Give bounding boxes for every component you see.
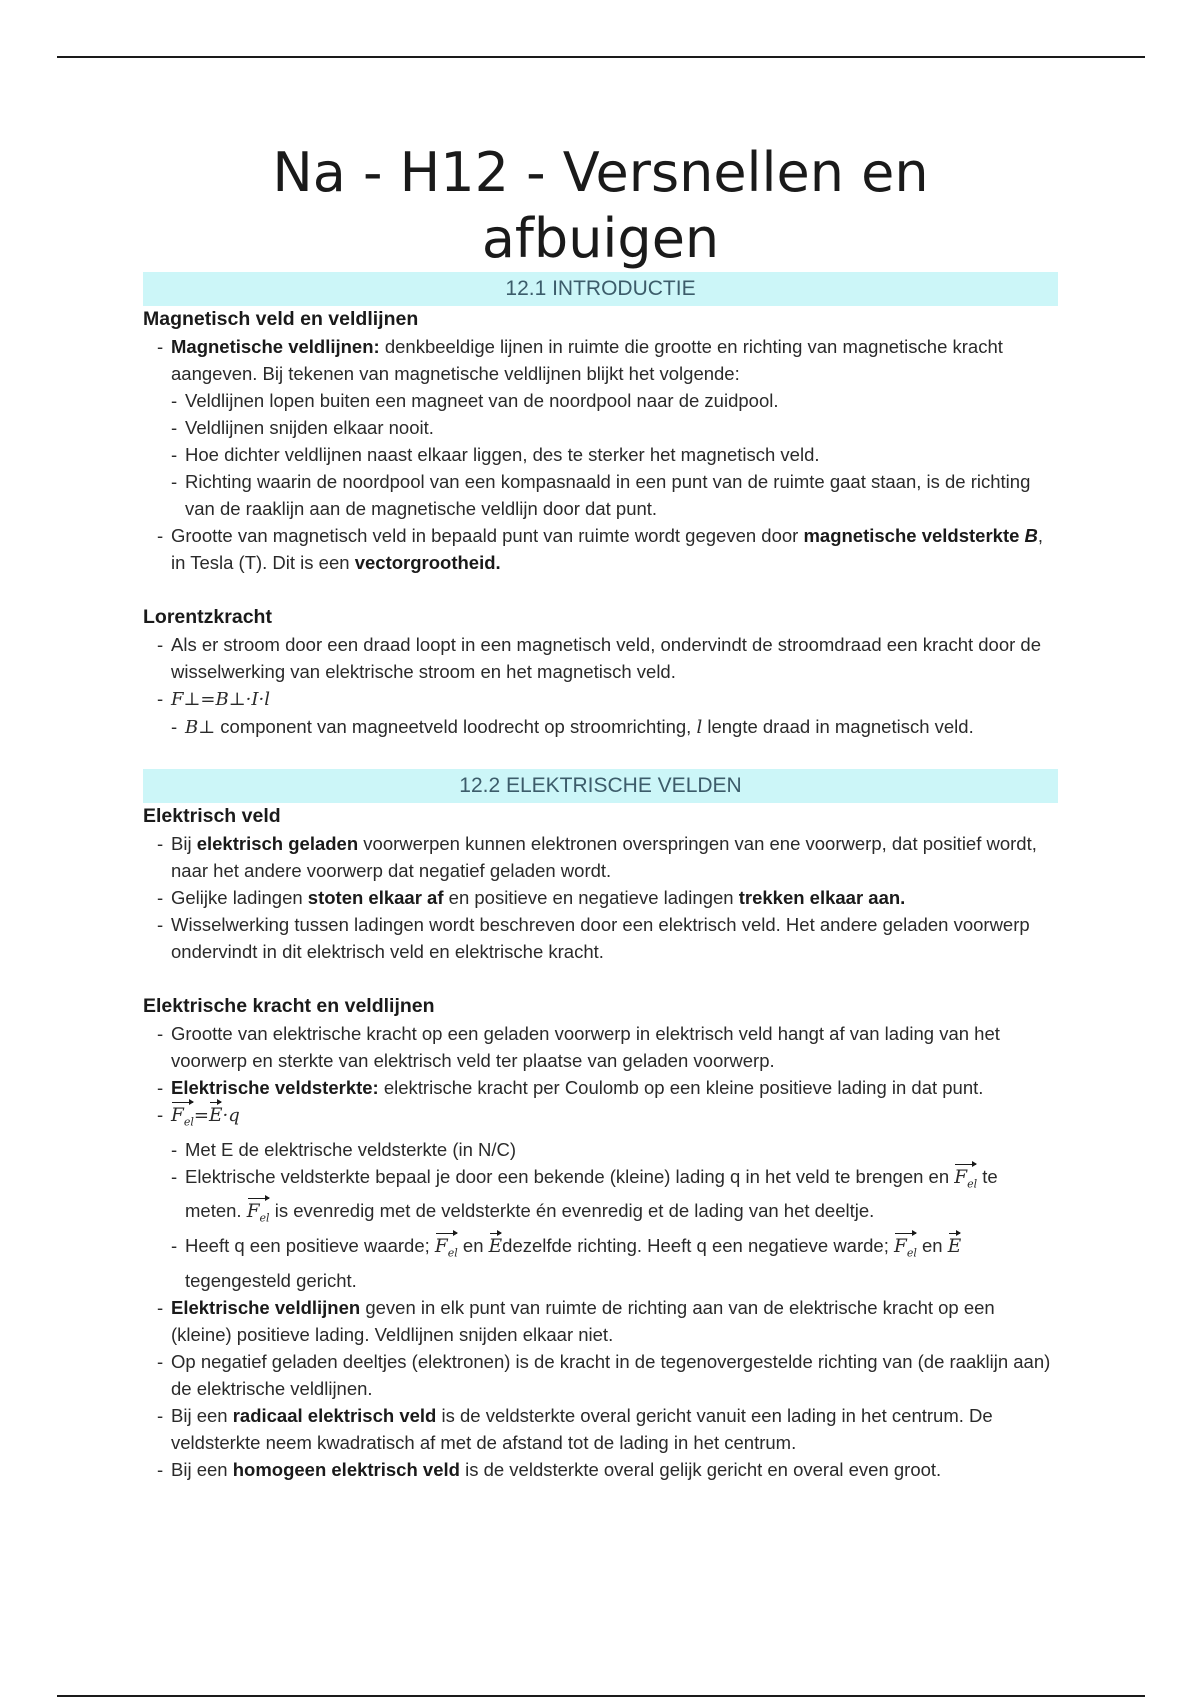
vector-f-el: $F_{el}$ (171, 1102, 194, 1136)
bullet: - Bij een radicaal elektrisch veld is de veldsterkte overal gericht vanuit een lading in het centrum. De veldsterkte neem kwadratisch af met de afstand tot de lading in het centrum. (143, 1402, 1058, 1456)
bullet: - Grootte van elektrische kracht op een geladen voorwerp in elektrisch veld hangt af van lading van het voorwerp en sterkte van elektrisch veld ter plaatse van geladen voorwerp. (143, 1020, 1058, 1074)
sub-bullet: - Elektrische veldsterkte bepaal je door een bekende (kleine) lading q in het veld te brengen en $F_{el}$ te meten. $F_{el}$ is evenredig met de veldsterkte én evenredig et de lading van het deeltje. (143, 1163, 1058, 1232)
bullet: - Elektrische veldsterkte: elektrische kracht per Coulomb op een kleine positieve lading in dat punt. (143, 1074, 1058, 1101)
bullet: - Elektrische veldlijnen geven in elk punt van ruimte de richting aan van de elektrische kracht op een (kleine) positieve lading. Veldlijnen snijden elkaar niet. (143, 1294, 1058, 1348)
sub-bullet: - Richting waarin de noordpool van een kompasnaald in een punt van de ruimte gaat staan, is de richting van de raaklijn aan de magnetische veldlijn door dat punt. (143, 468, 1058, 522)
bullet: - Bij elektrisch geladen voorwerpen kunnen elektronen overspringen van ene voorwerp, dat positief wordt, naar het andere voorwerp dat negatief geladen wordt. (143, 830, 1058, 884)
top-rule (57, 56, 1145, 58)
formula-lorentz: - F⊥=B⊥·I·l (143, 685, 1058, 713)
section-heading-introductie: 12.1 INTRODUCTIE (143, 272, 1058, 306)
sub-bullet-lorentz-symbols: - B⊥ component van magneetveld loodrecht op stroomrichting, l lengte draad in magnetisch veld. (143, 713, 1058, 741)
page-title (143, 140, 1058, 272)
sub-bullet: - Heeft q een positieve waarde; $F_{el}$ en Edezelfde richting. Heeft q een negatieve warde; $F_{el}$ en E tegengesteld gericht. (143, 1232, 1058, 1294)
sub-bullet: - Veldlijnen snijden elkaar nooit. (143, 414, 1058, 441)
title-line-1: Na - H12 - Versnellen en (272, 141, 929, 204)
subheading-magnetisch-veld: Magnetisch veld en veldlijnen (143, 308, 419, 330)
bullet: - Wisselwerking tussen ladingen wordt beschreven door een elektrisch veld. Het andere geladen voorwerp ondervindt in dit elektrisch veld en elektrische kracht. (143, 911, 1058, 965)
sub-bullet: - Veldlijnen lopen buiten een magneet van de noordpool naar de zuidpool. (143, 387, 1058, 414)
bullet: - Bij een homogeen elektrisch veld is de veldsterkte overal gelijk gericht en overal even groot. (143, 1456, 1058, 1483)
document-page (143, 140, 1058, 1483)
bullet-magnetische-veldsterkte: - Grootte van magnetisch veld in bepaald punt van ruimte wordt gegeven door magnetische veldsterkte B, in Tesla (T). Dit is een vectorgrootheid. (143, 522, 1058, 576)
subheading-lorentzkracht: Lorentzkracht (143, 606, 272, 628)
formula-elektrische-kracht: - $F_{el}=E\cdot q$ (143, 1101, 1058, 1136)
bullet-magnetische-veldlijnen: - Magnetische veldlijnen: denkbeeldige lijnen in ruimte die grootte en richting van magnetische kracht aangeven. Bij tekenen van magnetische veldlijnen blijkt het volgende: (143, 333, 1058, 387)
subheading-elektrische-kracht: Elektrische kracht en veldlijnen (143, 995, 435, 1017)
bottom-rule (57, 1695, 1145, 1697)
bullet: - Op negatief geladen deeltjes (elektronen) is de kracht in de tegenovergestelde richting van (de raaklijn aan) de elektrische veldlijnen. (143, 1348, 1058, 1402)
sub-bullet: - Met E de elektrische veldsterkte (in N/C) (143, 1136, 1058, 1163)
section-heading-elektrische-velden: 12.2 ELEKTRISCHE VELDEN (143, 769, 1058, 803)
bullet: - Gelijke ladingen stoten elkaar af en positieve en negatieve ladingen trekken elkaar aan. (143, 884, 1058, 911)
vector-e: E (209, 1102, 223, 1129)
title-line-2: afbuigen (481, 207, 720, 270)
bullet-lorentz-intro: - Als er stroom door een draad loopt in een magnetisch veld, ondervindt de stroomdraad een kracht door de wisselwerking van elektrische stroom en het magnetisch veld. (143, 631, 1058, 685)
subheading-elektrisch-veld: Elektrisch veld (143, 805, 281, 827)
sub-bullet: - Hoe dichter veldlijnen naast elkaar liggen, des te sterker het magnetisch veld. (143, 441, 1058, 468)
